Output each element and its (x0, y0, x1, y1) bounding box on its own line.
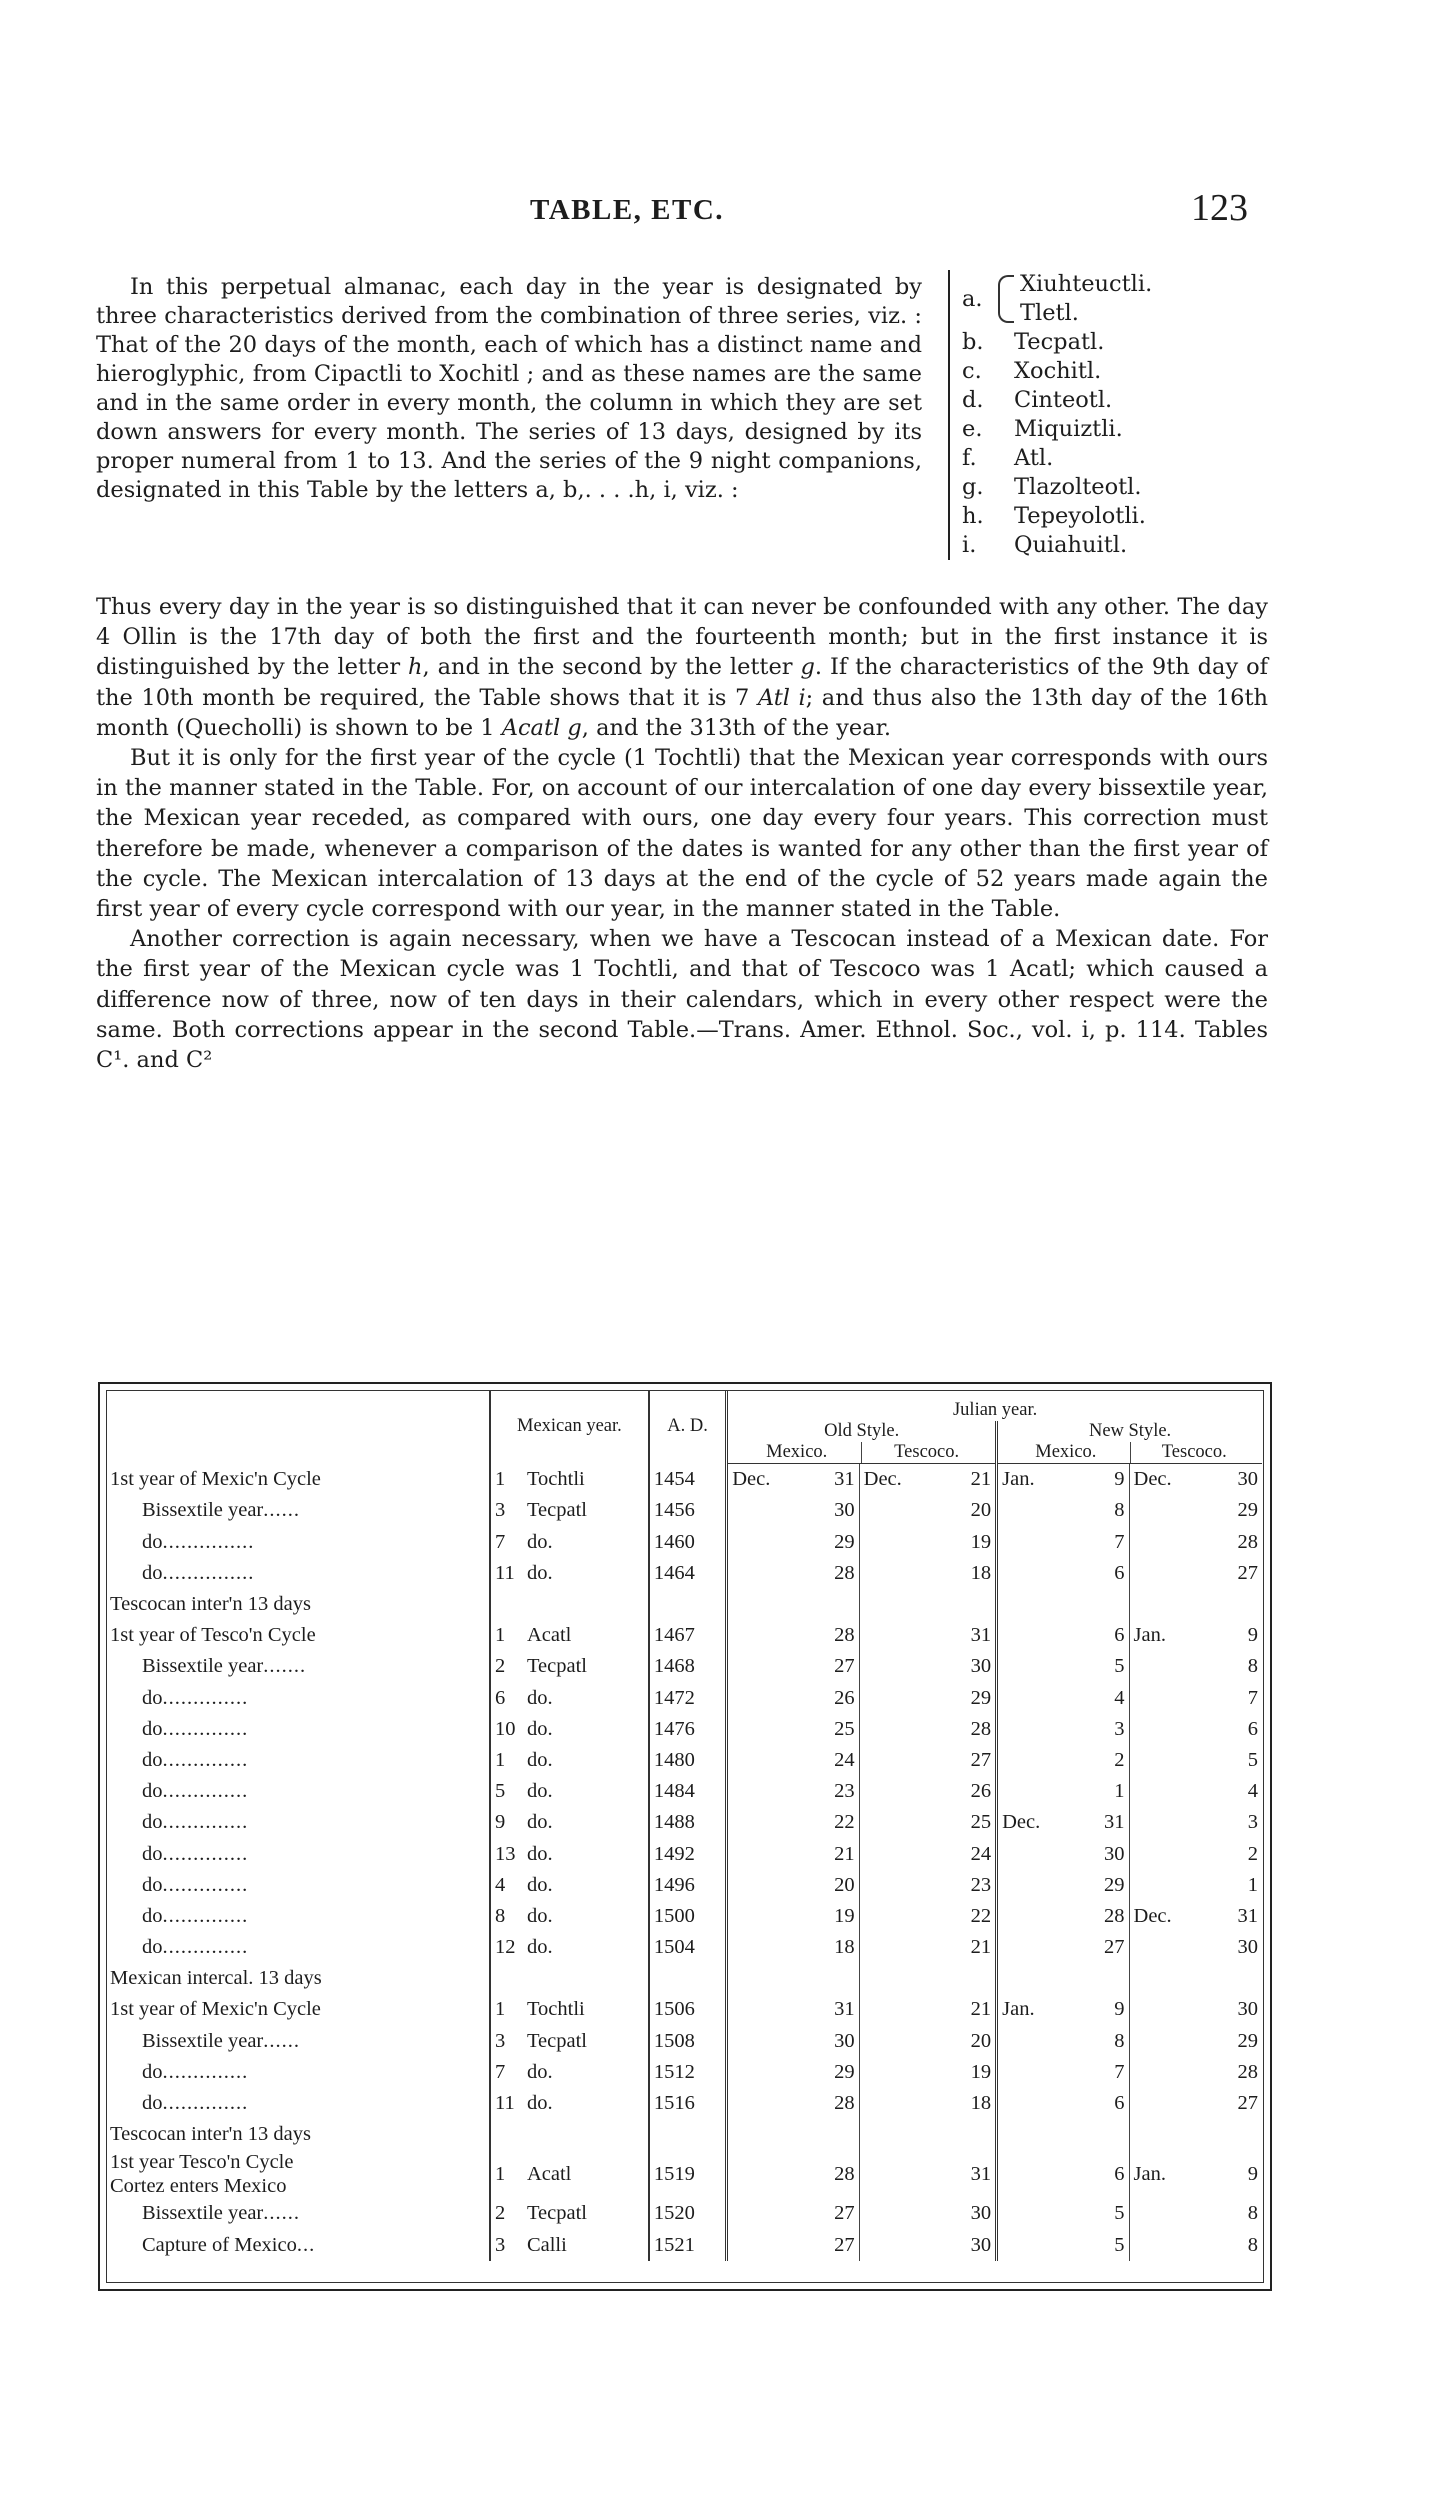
night-companion-row (962, 415, 1282, 444)
new-style-mexico: Jan. 9 (997, 1464, 1129, 1496)
night-letter: d. (962, 387, 984, 413)
row-label: 1st year of Tesco'n Cycle (110, 1624, 316, 1647)
old-style-tescoco: 30 (859, 2198, 996, 2229)
new-style-tescoco: 8 (1129, 2230, 1262, 2261)
mexican-year (490, 1589, 649, 1620)
new-style-tescoco: Dec. 31 (1129, 1901, 1262, 1932)
table-row (106, 1589, 1262, 1620)
night-name: Atl. (1014, 445, 1054, 471)
old-style-tescoco: 19 (859, 2057, 996, 2088)
new-style-tescoco: 5 (1129, 1745, 1262, 1776)
table-row (106, 1527, 1262, 1558)
running-title: TABLE, ETC. (530, 194, 725, 226)
mexican-year: 1 Acatl (490, 2150, 649, 2198)
mexican-year: 10 do. (490, 1714, 649, 1745)
new-style-mexico: 6 (997, 1620, 1129, 1651)
table-row (106, 1776, 1262, 1807)
night-name: Tletl. (1020, 300, 1079, 326)
night-companion-row (962, 328, 1282, 357)
night-companion-row (962, 444, 1282, 473)
brace-icon (998, 275, 1014, 323)
ad-year: 1496 (649, 1870, 727, 1901)
new-style-tescoco: 30 (1129, 1932, 1262, 1963)
ad-year: 1492 (649, 1838, 727, 1869)
old-style-tescoco: 18 (859, 1558, 996, 1589)
old-style-tescoco (859, 1963, 996, 1994)
night-letter: a. (962, 285, 983, 312)
row-label: Bissextile year...... (142, 2202, 301, 2225)
old-style-mexico: 25 (834, 1717, 855, 1740)
ad-year: 1456 (649, 1495, 727, 1526)
table-row (106, 1932, 1262, 1963)
ad-year: 1519 (649, 2150, 727, 2198)
night-letter: i. (962, 532, 977, 558)
new-style-tescoco: 3 (1129, 1807, 1262, 1838)
night-name: Cinteotl. (1014, 387, 1113, 413)
mexican-year: 3 Tecpatl (490, 2026, 649, 2057)
paragraph-1: Thus every day in the year is so distinguished that it can never be confounded with any other. The day 4 Ollin is the 17th day of both the first and the fourteenth month; but in the first instance it is distinguished by the letter h, and in the second by the letter g. If the characteristics of the 9th day of the 10th month be required, the Table shows that it is 7 Atl i; and thus also the 13th day of the 16th month (Quecholli) is shown to be 1 Acatl g, and the 313th of the year. (96, 594, 1268, 741)
mexican-year: 1 Acatl (490, 1620, 649, 1651)
row-label: do.............. (142, 1780, 249, 1803)
header-old-mexico: Mexico. (766, 1442, 828, 1463)
old-style-mexico: 31 (834, 1998, 855, 2021)
old-style-tescoco (859, 1589, 996, 1620)
night-name: Tepeyolotli. (1014, 503, 1146, 529)
new-style-mexico: 28 (997, 1901, 1129, 1932)
header-new-mexico: Mexico. (1035, 1442, 1097, 1463)
night-letter: h. (962, 503, 984, 529)
ad-year (649, 1963, 727, 1994)
paragraph-2: But it is only for the first year of the cycle (1 Tochtli) that the Mexican year corresponds with ours in the manner stated in the Table. For, on account of our intercalation of one day every bissextile year, the Mexican year receded, as compared with ours, one day every four years. This correction must therefore be made, whenever a comparison of the dates is wanted for any other than the first year of the cycle. The Mexican intercalation of 13 days at the end of the cycle of 52 years made again the first year of every cycle correspond with our year, in the manner stated in the Table. (96, 745, 1268, 923)
mexican-year: 7 do. (490, 1527, 649, 1558)
new-style-tescoco: Jan. 9 (1129, 2150, 1262, 2198)
old-style-mexico: 28 (834, 1624, 855, 1647)
night-companion-row (962, 473, 1282, 502)
table-row (106, 1683, 1262, 1714)
header-mexican-year: Mexican year. (490, 1390, 649, 1464)
new-style-mexico: 4 (997, 1683, 1129, 1714)
ad-year: 1500 (649, 1901, 727, 1932)
table-row (106, 1807, 1262, 1838)
new-style-tescoco: 6 (1129, 1714, 1262, 1745)
row-label: Bissextile year....... (142, 1655, 307, 1678)
new-style-tescoco: 2 (1129, 1838, 1262, 1869)
mexican-year: 1 Tochtli (490, 1994, 649, 2025)
old-style-mexico: 24 (834, 1748, 855, 1771)
new-style-mexico: 30 (997, 1838, 1129, 1869)
old-style-mexico (727, 1589, 859, 1620)
mexican-year: 2 Tecpatl (490, 1651, 649, 1682)
old-style-mexico (727, 1963, 859, 1994)
old-style-mexico: 30 (834, 2029, 855, 2052)
new-style-tescoco: 29 (1129, 2026, 1262, 2057)
new-style-mexico: 7 (997, 2057, 1129, 2088)
header-julian-year: Julian year. (952, 1400, 1038, 1421)
row-label: Tescocan inter'n 13 days (110, 1593, 311, 1616)
old-style-mexico: 23 (834, 1780, 855, 1803)
table-row (106, 2088, 1262, 2119)
old-style-tescoco: 30 (859, 2230, 996, 2261)
row-label: do.............. (142, 2060, 249, 2083)
table-row (106, 1901, 1262, 1932)
new-style-mexico (997, 1589, 1129, 1620)
night-name: Miquiztli. (1014, 416, 1123, 442)
night-name: Xochitl. (1014, 358, 1102, 384)
mexican-year: 12 do. (490, 1932, 649, 1963)
new-style-mexico: 8 (997, 2026, 1129, 2057)
new-style-tescoco (1129, 1589, 1262, 1620)
old-style-mexico: 28 (834, 2162, 855, 2185)
table-body (106, 1464, 1262, 2261)
row-label: do.............. (142, 1686, 249, 1709)
new-style-mexico: 6 (997, 2150, 1129, 2198)
new-style-mexico: 6 (997, 2088, 1129, 2119)
old-style-mexico (727, 2119, 859, 2150)
chronology-grid (106, 1390, 1262, 2261)
body-text (96, 592, 1268, 1075)
table-row (106, 1745, 1262, 1776)
mexican-year: 6 do. (490, 1683, 649, 1714)
table-row (106, 2119, 1262, 2150)
row-label: 1st year of Mexic'n Cycle (110, 1468, 321, 1491)
header-old-tescoco: Tescoco. (861, 1442, 991, 1463)
old-style-tescoco: 20 (859, 1495, 996, 1526)
new-style-tescoco: 27 (1129, 2088, 1262, 2119)
ad-year: 1484 (649, 1776, 727, 1807)
row-label: 1st year of Mexic'n Cycle (110, 1998, 321, 2021)
night-letter: f. (962, 445, 977, 471)
mexican-year: 1 Tochtli (490, 1464, 649, 1496)
old-style-mexico: 27 (834, 2202, 855, 2225)
table-row (106, 2057, 1262, 2088)
row-label: do.............. (142, 1717, 249, 1740)
new-style-tescoco: Dec. 30 (1129, 1464, 1262, 1496)
mexican-year: 7 do. (490, 2057, 649, 2088)
table-row-cortez (106, 2150, 1262, 2198)
table-row (106, 1464, 1262, 1496)
new-style-mexico: 8 (997, 1495, 1129, 1526)
old-style-mexico: 30 (834, 1499, 855, 1522)
mexican-year: 3 Tecpatl (490, 1495, 649, 1526)
new-style-tescoco: 30 (1129, 1994, 1262, 2025)
old-style-tescoco: 20 (859, 2026, 996, 2057)
row-label: Bissextile year...... (142, 1499, 301, 1522)
mexican-year: 5 do. (490, 1776, 649, 1807)
ad-year: 1508 (649, 2026, 727, 2057)
mexican-year: 3 Calli (490, 2230, 649, 2261)
row-label: do.............. (142, 1936, 249, 1959)
ad-year: 1516 (649, 2088, 727, 2119)
mexican-year: 1 do. (490, 1745, 649, 1776)
night-companion-row (962, 531, 1282, 560)
row-label: do............... (142, 1561, 255, 1584)
header-ad: A. D. (649, 1390, 727, 1464)
table-row (106, 1870, 1262, 1901)
header-old-style: Old Style. (824, 1421, 900, 1442)
table-row (106, 2230, 1262, 2261)
night-name: Tecpatl. (1014, 329, 1105, 355)
ad-year: 1520 (649, 2198, 727, 2229)
ad-year: 1468 (649, 1651, 727, 1682)
table-row (106, 2026, 1262, 2057)
new-style-tescoco (1129, 1963, 1262, 1994)
row-label: Capture of Mexico... (142, 2233, 316, 2256)
ad-year: 1480 (649, 1745, 727, 1776)
old-style-mexico: 27 (834, 2233, 855, 2256)
night-name: Tlazolteotl. (1014, 474, 1142, 500)
old-style-mexico: 26 (834, 1686, 855, 1709)
old-style-tescoco: 25 (859, 1807, 996, 1838)
mexican-year: 2 Tecpatl (490, 2198, 649, 2229)
new-style-mexico: 7 (997, 1527, 1129, 1558)
row-label: Tescocan inter'n 13 days (110, 2123, 311, 2146)
row-label: do............... (142, 1530, 255, 1553)
ad-year: 1460 (649, 1527, 727, 1558)
new-style-tescoco: 28 (1129, 2057, 1262, 2088)
new-style-tescoco: Jan. 9 (1129, 1620, 1262, 1651)
mexican-year: 4 do. (490, 1870, 649, 1901)
new-style-mexico: Jan. 9 (997, 1994, 1129, 2025)
header-new-tescoco: Tescoco. (1130, 1442, 1258, 1463)
table-row (106, 1495, 1262, 1526)
ad-year (649, 2119, 727, 2150)
ad-year: 1472 (649, 1683, 727, 1714)
new-style-tescoco: 1 (1129, 1870, 1262, 1901)
night-letter: e. (962, 416, 983, 442)
old-style-tescoco: 21 (859, 1932, 996, 1963)
old-style-mexico: 29 (834, 2060, 855, 2083)
new-style-mexico: 3 (997, 1714, 1129, 1745)
intro-paragraph (96, 273, 922, 505)
row-label: Bissextile year...... (142, 2029, 301, 2052)
old-style-tescoco: 18 (859, 2088, 996, 2119)
old-style-mexico: 20 (834, 1873, 855, 1896)
table-row (106, 1651, 1262, 1682)
night-letter: b. (962, 329, 984, 355)
night-companions-list (948, 270, 1282, 560)
table-row (106, 1963, 1262, 1994)
old-style-tescoco: 28 (859, 1714, 996, 1745)
old-style-tescoco: 27 (859, 1745, 996, 1776)
old-style-mexico: Dec. 31 (732, 1468, 855, 1491)
old-style-tescoco: 29 (859, 1683, 996, 1714)
old-style-tescoco: 21 (859, 1994, 996, 2025)
chronology-table (98, 1382, 1272, 2291)
night-name: Quiahuitl. (1014, 532, 1128, 558)
old-style-tescoco: 31 (859, 1620, 996, 1651)
mexican-year: 9 do. (490, 1807, 649, 1838)
ad-year: 1467 (649, 1620, 727, 1651)
night-companion-row (962, 357, 1282, 386)
old-style-tescoco: 19 (859, 1527, 996, 1558)
old-style-mexico: 21 (834, 1842, 855, 1865)
ad-year: 1476 (649, 1714, 727, 1745)
page-number: 123 (1191, 187, 1248, 229)
new-style-tescoco: 7 (1129, 1683, 1262, 1714)
old-style-mexico: 28 (834, 2092, 855, 2115)
row-label: do.............. (142, 1873, 249, 1896)
old-style-tescoco: 23 (859, 1870, 996, 1901)
new-style-tescoco: 29 (1129, 1495, 1262, 1526)
table-row (106, 1558, 1262, 1589)
new-style-mexico: 27 (997, 1932, 1129, 1963)
new-style-mexico: 5 (997, 1651, 1129, 1682)
ad-year: 1464 (649, 1558, 727, 1589)
header-new-style: New Style. (1088, 1421, 1172, 1442)
table-row (106, 1838, 1262, 1869)
row-label: 1st year Tesco'n Cycle Cortez enters Mexico (110, 2151, 294, 2198)
mexican-year: 11 do. (490, 1558, 649, 1589)
new-style-tescoco: 8 (1129, 1651, 1262, 1682)
new-style-mexico (997, 2119, 1129, 2150)
night-name: Xiuhteuctli. (1020, 271, 1153, 297)
row-label: Mexican intercal. 13 days (110, 1967, 322, 1990)
intro-text: In this perpetual almanac, each day in the year is designated by three characteristics derived from the combination of three series, viz. : That of the 20 days of the month, each of which has a distinct name and hieroglyphic, from Cipactli to Xochitl ; and as these names are the same and in the same order in every month, the column in which they are set down answers for every month. The series of 13 days, designed by its proper numeral from 1 to 13. And the series of the 9 night companions, designated in this Table by the letters a, b,. . . .h, i, viz. : (96, 274, 922, 503)
ad-year (649, 1589, 727, 1620)
row-label: do.............. (142, 1811, 249, 1834)
old-style-tescoco: 30 (859, 1651, 996, 1682)
new-style-mexico: 2 (997, 1745, 1129, 1776)
old-style-mexico: 27 (834, 1655, 855, 1678)
ad-year: 1512 (649, 2057, 727, 2088)
ad-year: 1454 (649, 1464, 727, 1496)
ad-year: 1504 (649, 1932, 727, 1963)
new-style-mexico (997, 1963, 1129, 1994)
new-style-tescoco: 4 (1129, 1776, 1262, 1807)
mexican-year: 11 do. (490, 2088, 649, 2119)
mexican-year: 8 do. (490, 1901, 649, 1932)
old-style-tescoco: 26 (859, 1776, 996, 1807)
new-style-mexico: 6 (997, 1558, 1129, 1589)
old-style-tescoco: 31 (859, 2150, 996, 2198)
new-style-tescoco: 28 (1129, 1527, 1262, 1558)
old-style-mexico: 19 (834, 1904, 855, 1927)
table-row (106, 2198, 1262, 2229)
old-style-mexico: 18 (834, 1936, 855, 1959)
night-companion-row (962, 502, 1282, 531)
old-style-tescoco: 24 (859, 1838, 996, 1869)
night-letter: c. (962, 358, 982, 384)
new-style-mexico: Dec. 31 (997, 1807, 1129, 1838)
mexican-year (490, 1963, 649, 1994)
new-style-mexico: 5 (997, 2198, 1129, 2229)
old-style-tescoco (859, 2119, 996, 2150)
mexican-year: 13 do. (490, 1838, 649, 1869)
old-style-tescoco: Dec. 21 (859, 1464, 996, 1496)
row-label: do.............. (142, 1748, 249, 1771)
old-style-mexico: 28 (834, 1561, 855, 1584)
night-companion-row (962, 386, 1282, 415)
row-label: do.............. (142, 2092, 249, 2115)
new-style-tescoco (1129, 2119, 1262, 2150)
new-style-mexico: 1 (997, 1776, 1129, 1807)
ad-year: 1521 (649, 2230, 727, 2261)
night-letter: g. (962, 474, 984, 500)
ad-year: 1506 (649, 1994, 727, 2025)
old-style-mexico: 29 (834, 1530, 855, 1553)
new-style-tescoco: 8 (1129, 2198, 1262, 2229)
mexican-year (490, 2119, 649, 2150)
table-row (106, 1994, 1262, 2025)
new-style-mexico: 29 (997, 1870, 1129, 1901)
ad-year: 1488 (649, 1807, 727, 1838)
table-row (106, 1714, 1262, 1745)
old-style-mexico: 22 (834, 1811, 855, 1834)
table-row (106, 1620, 1262, 1651)
new-style-mexico: 5 (997, 2230, 1129, 2261)
row-label: do.............. (142, 1842, 249, 1865)
row-label: do.............. (142, 1904, 249, 1927)
paragraph-3: Another correction is again necessary, when we have a Tescocan instead of a Mexican date. For the first year of the Mexican cycle was 1 Tochtli, and that of Tescoco was 1 Acatl; which caused a difference now of three, now of ten days in their calendars, which in every other respect were the same. Both corrections appear in the second Table.—Trans. Amer. Ethnol. Soc., vol. i, p. 114. Tables C¹. and C² (96, 926, 1268, 1074)
old-style-tescoco: 22 (859, 1901, 996, 1932)
night-companion-pair-a (962, 270, 1282, 328)
new-style-tescoco: 27 (1129, 1558, 1262, 1589)
